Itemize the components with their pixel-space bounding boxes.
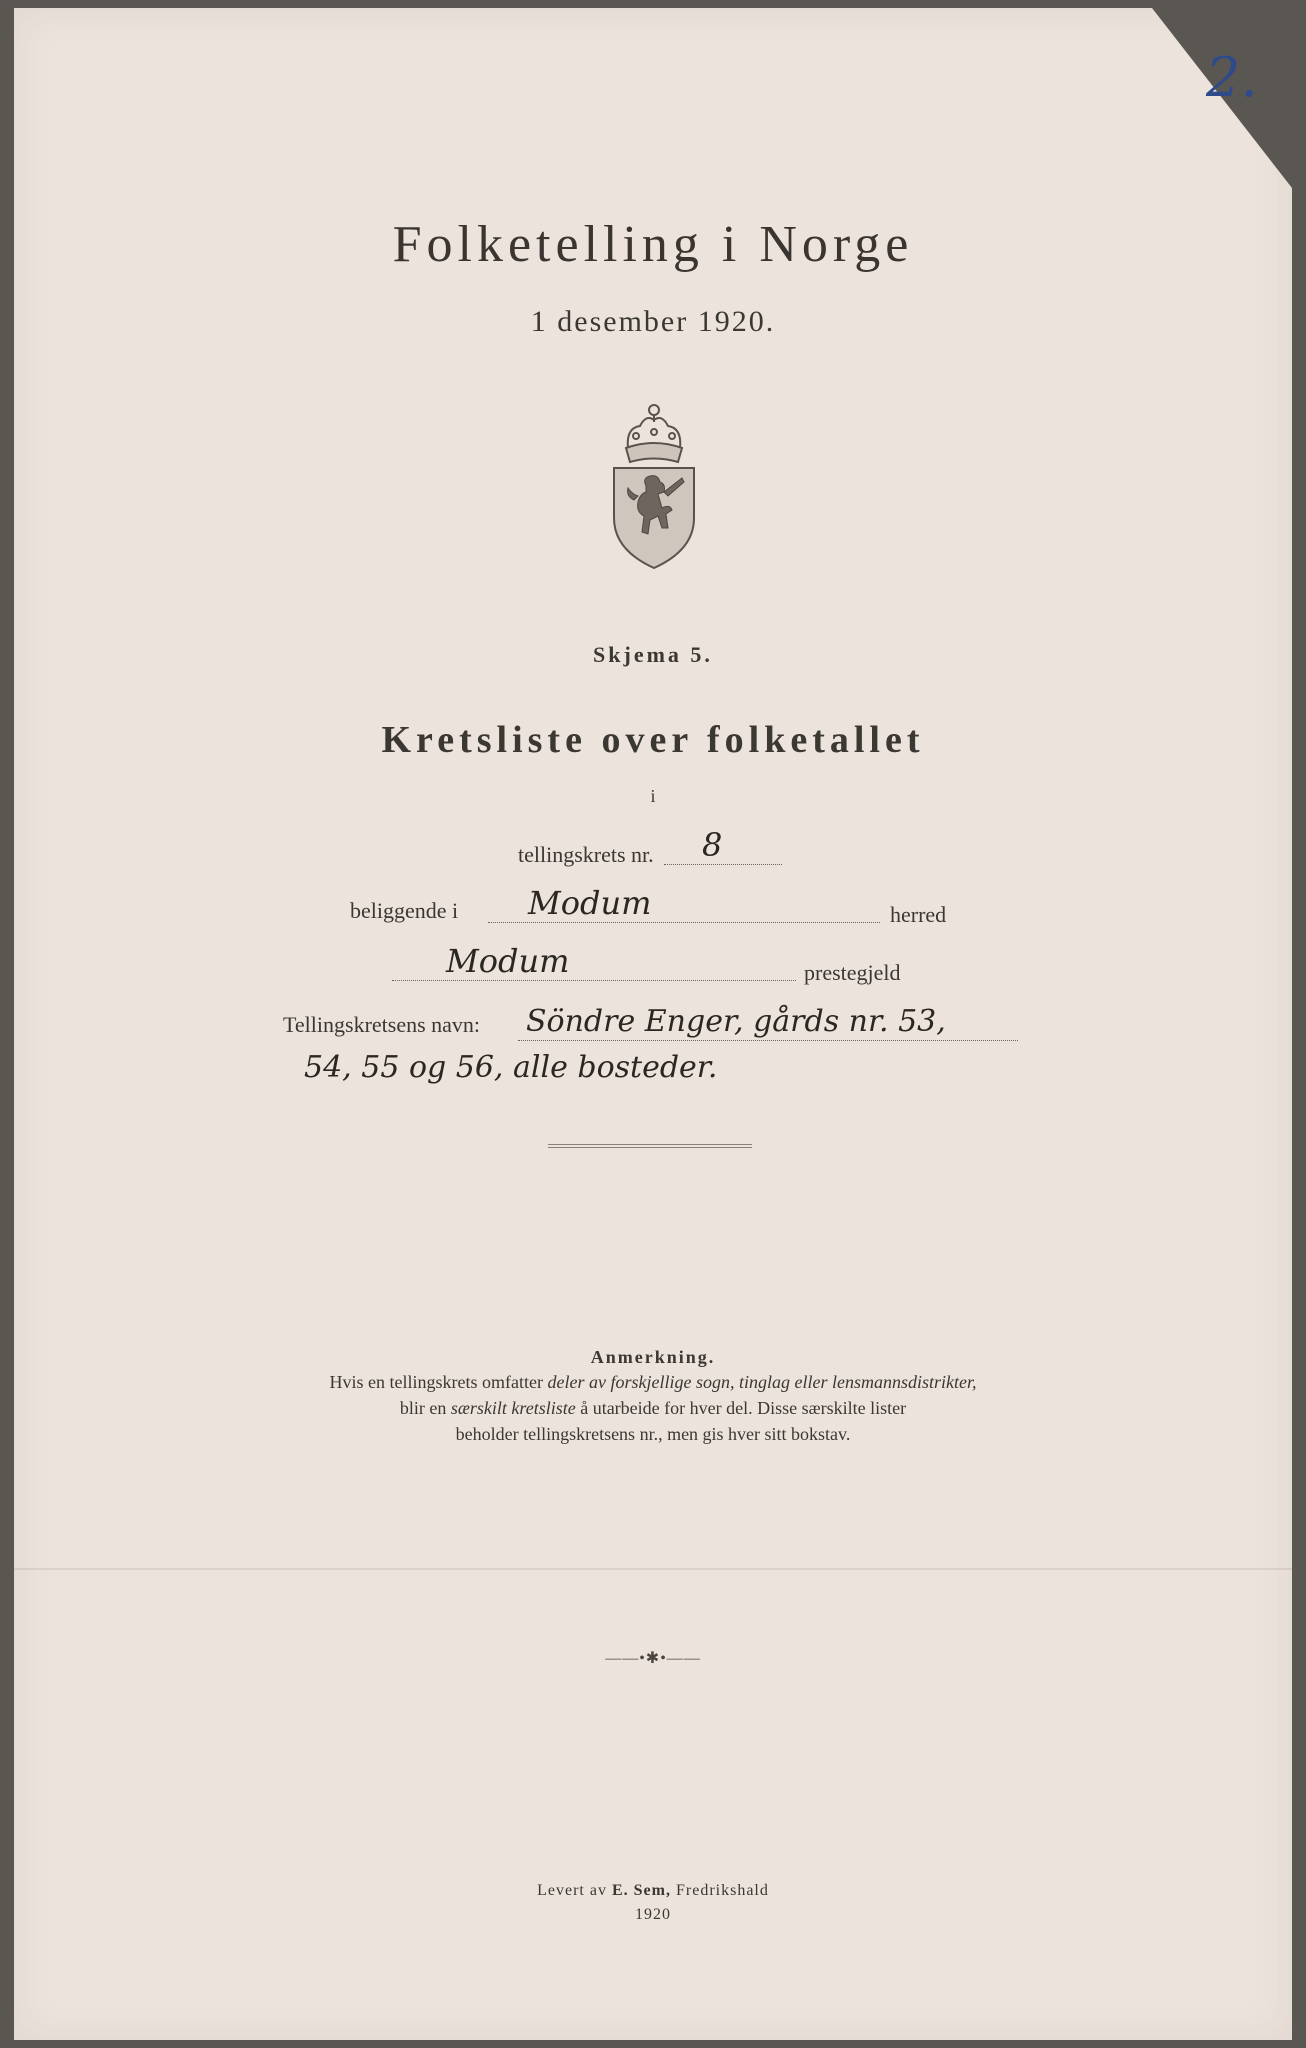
beliggende-label: beliggende i [350,898,459,923]
note-line-2-plain-a: blir en [399,1398,447,1418]
note-heading: Anmerkning. [590,1347,716,1367]
section-divider [548,1144,752,1148]
page-number: 2. [1206,46,1258,109]
document-date: 1 desember 1920. [530,305,776,338]
krets-label: tellingskrets nr. [518,842,654,867]
krets-name-field-line1[interactable]: Söndre Enger, gårds nr. 53, [526,1004,946,1039]
note-line-3: beholder tellingskretsens nr., men gis hver sitt bokstav. [455,1424,851,1444]
herred-dotline [488,922,880,923]
krets-number-field[interactable]: 8 [702,826,723,864]
prestegjeld-field[interactable]: Modum [446,942,570,980]
printer-name: E. Sem, [611,1882,671,1899]
herred-field[interactable]: Modum [528,884,652,922]
prestegjeld-label: prestegjeld [804,960,901,985]
note-line-2-plain-b: å utarbeide for hver del. Disse særskilte lister [580,1398,907,1418]
paper-fold [14,1568,1292,1570]
note-line-1 [0,1372,1306,1393]
krets-dotline [664,864,782,865]
krets-name-dotline [518,1040,1018,1041]
form-heading: Kretsliste over folketallet [381,719,925,761]
printer-prefix: Levert av [537,1882,607,1899]
note-line-2-italic: særskilt kretsliste [450,1398,576,1418]
ornament-divider: ——•✱•—— [605,1650,701,1667]
printer-line [0,1882,1306,1900]
coat-of-arms-icon [606,400,702,572]
document-title: Folketelling i Norge [392,216,914,273]
krets-name-label: Tellingskretsens navn: [283,1012,481,1037]
printer-year: 1920 [635,1906,671,1923]
prestegjeld-dotline [392,980,796,981]
krets-name-field-line2[interactable]: 54, 55 og 56, alle bosteder. [304,1050,718,1085]
schema-label: Skjema 5. [593,642,713,667]
note-line-2 [0,1398,1306,1419]
printer-city: Fredrikshald [675,1882,769,1899]
note-line-1-italic: deler av forskjellige sogn, tinglag eller lensmannsdistrikter, [547,1372,977,1392]
herred-label: herred [890,902,947,927]
preposition-label: i [650,786,656,806]
note-line-1-plain: Hvis en tellingskrets omfatter [329,1372,543,1392]
